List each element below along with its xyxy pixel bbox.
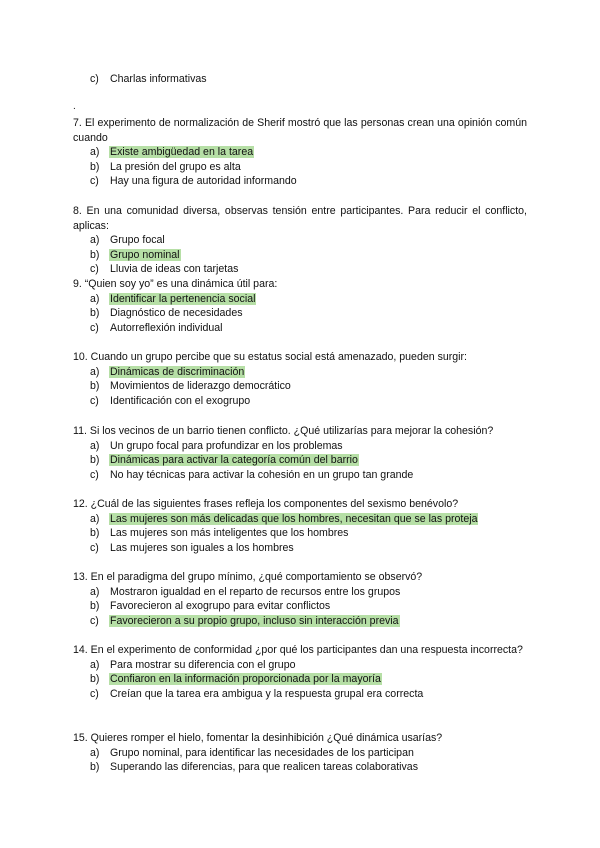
option-text: Grupo nominal, para identificar las necesidades de los participan <box>110 746 414 759</box>
option-label: c) <box>90 394 99 407</box>
option-label: a) <box>90 512 100 525</box>
option <box>73 760 527 775</box>
option-text: Mostraron igualdad en el reparto de recursos entre los grupos <box>110 585 401 598</box>
question-7 <box>73 116 527 189</box>
question-text: 8. En una comunidad diversa, observas tensión entre participantes. Para reducir el conflicto, aplicas: <box>73 205 527 232</box>
option <box>73 160 527 175</box>
option-label: b) <box>90 600 100 613</box>
option <box>73 526 527 541</box>
question-14 <box>73 643 527 701</box>
option-label: c) <box>90 73 99 85</box>
option-label: a) <box>90 585 100 598</box>
option-text: Grupo focal <box>110 234 165 247</box>
question-11 <box>73 424 527 482</box>
option-text: Para mostrar su diferencia con el grupo <box>110 658 296 671</box>
question-text: 9. “Quien soy yo” es una dinámica útil para: <box>73 278 278 290</box>
option-label: b) <box>90 761 100 774</box>
option-text: No hay técnicas para activar la cohesión en un grupo tan grande <box>110 468 414 481</box>
option-label: a) <box>90 234 100 247</box>
question-8 <box>73 204 527 277</box>
option <box>73 687 527 702</box>
option <box>73 439 527 454</box>
option <box>73 541 527 556</box>
option-label: b) <box>90 307 100 320</box>
highlighted-answer: Grupo nominal <box>110 248 180 261</box>
option-label: a) <box>90 365 100 378</box>
option <box>73 585 527 600</box>
option-label: c) <box>90 175 99 188</box>
option-label: b) <box>90 527 100 540</box>
option-label: b) <box>90 454 100 467</box>
question-9 <box>73 277 527 335</box>
option-label: c) <box>90 541 99 554</box>
question-text: 7. El experimento de normalización de Sherif mostró que las personas crean una opinión común cuando <box>73 117 527 144</box>
option <box>73 321 527 336</box>
option <box>73 512 527 527</box>
highlighted-answer: Existe ambigüedad en la tarea <box>110 146 254 159</box>
option-text: Charlas informativas <box>110 73 207 85</box>
option-text: Un grupo focal para profundizar en los problemas <box>110 439 343 452</box>
option-label: a) <box>90 439 100 452</box>
prev-question-tail <box>73 72 527 87</box>
option-label: c) <box>90 263 99 276</box>
option <box>73 248 527 263</box>
option <box>73 468 527 483</box>
option-text: Movimientos de liderazgo democrático <box>110 380 291 393</box>
option <box>73 394 527 409</box>
question-10 <box>73 350 527 408</box>
option <box>73 292 527 307</box>
option-text: Identificación con el exogrupo <box>110 394 251 407</box>
question-15 <box>73 731 527 775</box>
question-text: 11. Si los vecinos de un barrio tienen conflicto. ¿Qué utilizarías para mejorar la cohesión? <box>73 425 494 437</box>
option <box>73 379 527 394</box>
option-text: Las mujeres son más inteligentes que los hombres <box>110 527 349 540</box>
option-label: b) <box>90 160 100 173</box>
option <box>73 599 527 614</box>
option-label: c) <box>90 321 99 334</box>
option-text: Superando las diferencias, para que realicen tareas colaborativas <box>110 761 418 774</box>
option <box>73 233 527 248</box>
question-text: 14. En el experimento de conformidad ¿por qué los participantes dan una respuesta incorrecta? <box>73 644 523 656</box>
option-text: Favorecieron al exogrupo para evitar conflictos <box>110 600 331 613</box>
highlighted-answer: Identificar la pertenencia social <box>110 292 256 305</box>
question-text: 12. ¿Cuál de las siguientes frases refleja los componentes del sexismo benévolo? <box>73 498 459 510</box>
option-label: a) <box>90 292 100 305</box>
option <box>73 672 527 687</box>
question-text: 13. En el paradigma del grupo mínimo, ¿qué comportamiento se observó? <box>73 571 423 583</box>
option-text: Hay una figura de autoridad informando <box>110 175 297 188</box>
option-label: c) <box>90 614 99 627</box>
option-text: Diagnóstico de necesidades <box>110 307 243 320</box>
separator-dot: . <box>73 101 76 112</box>
option-label: b) <box>90 673 100 686</box>
option <box>73 658 527 673</box>
option-label: b) <box>90 380 100 393</box>
highlighted-answer: Favorecieron a su propio grupo, incluso sin interacción previa <box>110 614 399 627</box>
option <box>73 145 527 160</box>
option <box>73 365 527 380</box>
option-label: c) <box>90 468 99 481</box>
question-text: 10. Cuando un grupo percibe que su estatus social está amenazado, pueden surgir: <box>73 351 467 363</box>
highlighted-answer: Las mujeres son más delicadas que los hombres, necesitan que se las proteja <box>110 512 478 525</box>
option-label: a) <box>90 746 100 759</box>
option <box>73 306 527 321</box>
option-text: Creían que la tarea era ambigua y la respuesta grupal era correcta <box>110 687 424 700</box>
option-label: a) <box>90 146 100 159</box>
option-text: Lluvia de ideas con tarjetas <box>110 263 239 276</box>
option-text: Las mujeres son iguales a los hombres <box>110 541 294 554</box>
highlighted-answer: Dinámicas para activar la categoría común del barrio <box>110 454 358 467</box>
question-12 <box>73 497 527 555</box>
option <box>73 72 527 87</box>
highlighted-answer: Dinámicas de discriminación <box>110 365 245 378</box>
option <box>73 262 527 277</box>
option-label: c) <box>90 687 99 700</box>
option <box>73 174 527 189</box>
question-13 <box>73 570 527 628</box>
option <box>73 614 527 629</box>
option-label: b) <box>90 248 100 261</box>
question-text: 15. Quieres romper el hielo, fomentar la desinhibición ¿Qué dinámica usarías? <box>73 732 443 744</box>
option-label: a) <box>90 658 100 671</box>
option <box>73 746 527 761</box>
option-text: La presión del grupo es alta <box>110 160 241 173</box>
highlighted-answer: Confiaron en la información proporcionada por la mayoría <box>110 673 381 686</box>
option-text: Autorreflexión individual <box>110 321 223 334</box>
option <box>73 453 527 468</box>
